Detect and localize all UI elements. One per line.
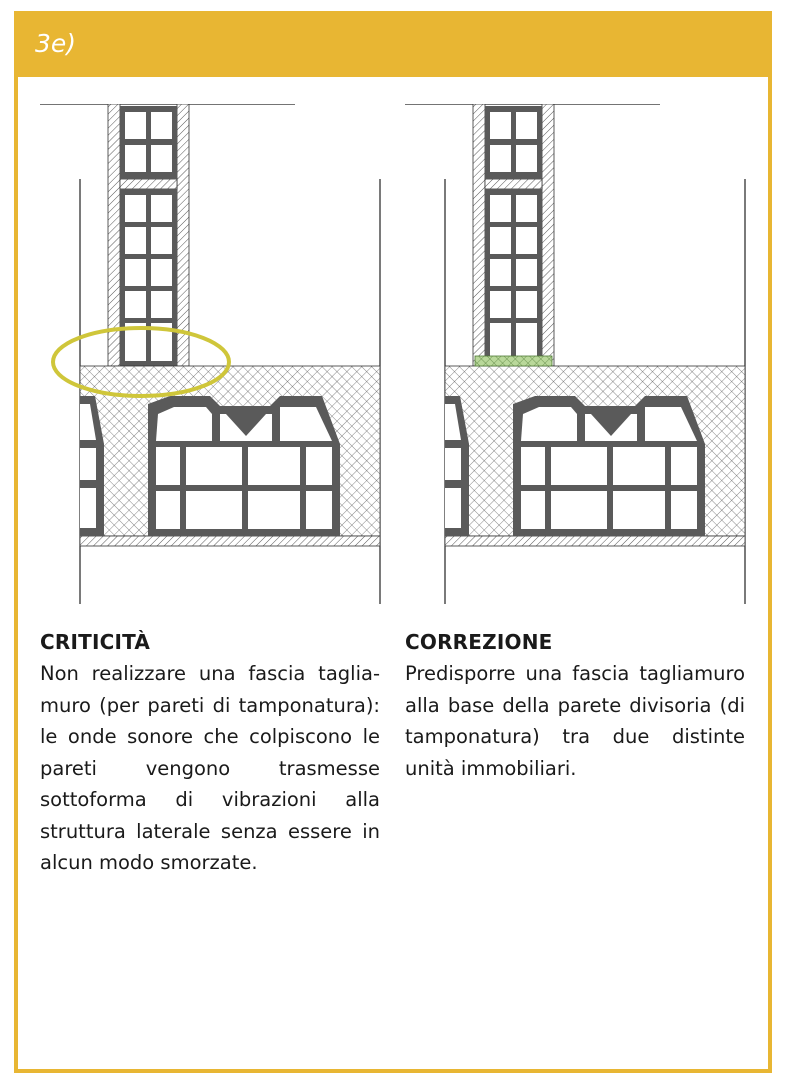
- correzione-column: [405, 630, 745, 784]
- correzione-title: CORREZIONE: [405, 630, 553, 654]
- header-label: 3e): [35, 29, 77, 58]
- card-header: [18, 15, 768, 77]
- criticita-column: [40, 630, 380, 879]
- highlight-ring: [48, 322, 234, 402]
- figure-correzione: [405, 104, 750, 609]
- wall-cutter-strip: [475, 356, 552, 366]
- criticita-title: CRITICITÀ: [40, 630, 151, 654]
- criticita-text: Non realizzare una fascia tagliamuro (per pareti di tamponatura): le onde sonore che colpiscono le pareti vengono trasmesse sottoforma di vibrazioni alla struttura laterale senza essere in alcun modo smorzate.: [40, 662, 380, 874]
- correzione-text: Predisporre una fascia tagliamuro alla base della parete divisoria (di tamponatura) tra due distinte unità immobiliari.: [405, 662, 745, 780]
